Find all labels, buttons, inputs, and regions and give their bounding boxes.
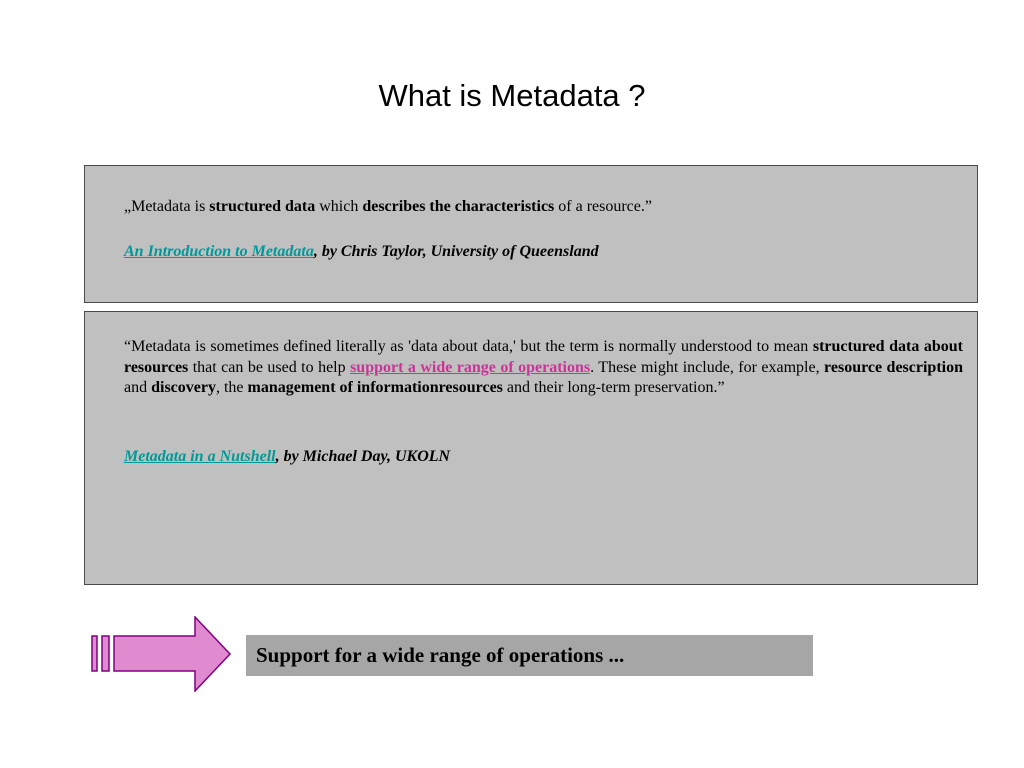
quote2-part2: that can be used to help xyxy=(188,358,351,376)
quote2-part1: “Metadata is sometimes defined literally as 'data about data,' but the term is normally understood to mean xyxy=(124,338,813,355)
quote2-part3: . These might include, for example, xyxy=(590,358,825,376)
callout-support-operations: Support for a wide range of operations ... xyxy=(246,635,813,676)
slide-title: What is Metadata ? xyxy=(378,78,646,113)
citation-definition-source: , by Chris Taylor, University of Queensland xyxy=(313,243,599,260)
link-support-wide-range-of-operations[interactable]: support a wide range of operations xyxy=(350,358,591,376)
citation-nutshell xyxy=(124,447,450,467)
link-metadata-in-a-nutshell[interactable]: Metadata in a Nutshell xyxy=(124,448,276,465)
quote-box-data-about-data xyxy=(84,311,978,585)
citation-nutshell-source: , by Michael Day, UKOLN xyxy=(275,448,451,465)
quote1-describes-characteristics: describes the characteristics xyxy=(362,198,555,215)
quote1-structured-data: structured data xyxy=(209,198,316,215)
quote2-discovery: discovery xyxy=(151,379,216,396)
quote1-open: „Metadata is xyxy=(124,198,210,215)
arrow-stripe-2 xyxy=(102,636,109,671)
quote1-close: of a resource.” xyxy=(554,198,652,215)
quote2-management: management of informationresources xyxy=(247,379,503,396)
quote2-part6: and their long-term preservation.” xyxy=(502,379,725,396)
arrow-stripe-1 xyxy=(92,636,97,671)
quote-text-data-about-data xyxy=(124,337,963,399)
quote-box-definition xyxy=(84,165,978,303)
quote2-part4: and xyxy=(124,379,152,396)
quote-text-definition xyxy=(124,197,963,218)
arrow-body xyxy=(114,617,230,691)
citation-definition xyxy=(124,242,599,262)
quote2-structured-data-about-resources: structured data about resources xyxy=(124,338,964,376)
quote2-part5: , the xyxy=(215,379,248,396)
link-introduction-to-metadata[interactable]: An Introduction to Metadata xyxy=(124,243,314,260)
quote1-which: which xyxy=(315,198,363,215)
striped-right-arrow-icon xyxy=(90,616,232,692)
quote2-resource-description: resource description xyxy=(824,358,963,376)
